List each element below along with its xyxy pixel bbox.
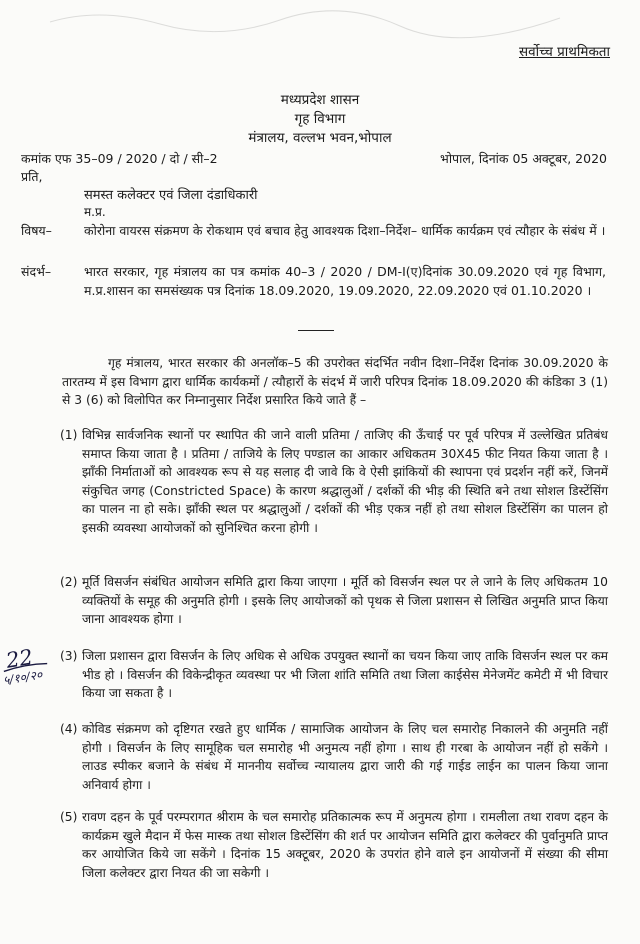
intro-paragraph: गृह मंत्रालय, भारत सरकार की अनलॉक–5 की उपरोक्त संदर्भित नवीन दिशा–निर्देश दिनांक 30.09.2020 के तारतम्य में इस विभाग द्वारा धार्मिक कार्यकमों / त्यौहारों के संदर्भ में जारी परिपत्र दिनांक 18.09.2020 की कंडिका 3 (1) से 3 (6) को विलोपित कर निम्नानुसार निर्देश प्रसारित किये जाते हैं – — [62, 356, 608, 408]
handwritten-margin-note — [0, 641, 66, 700]
divider-line — [298, 330, 334, 331]
item-number: (1) — [60, 428, 78, 442]
reference-label: संदर्भ– — [21, 264, 52, 279]
item-number: (3) — [60, 649, 78, 663]
addressee-line-2: म.प्र. — [84, 205, 106, 219]
item-text: जिला प्रशासन द्वारा विसर्जन के लिए अधिक से अधिक उपयुक्त स्थानों का चयन किया जाए ताकि विसर्जन स्थल पर कम भीड हो । विसर्जन की विकेन्द्रीकृत व्यवस्था पर भी जिला शांति समिति तथा जिला काईसेस मेनेजमेंट कमेटी में भी विचार किया जा सकता है । — [82, 649, 608, 701]
place-date: भोपाल, दिनांक 05 अक्टूबर, 2020 — [440, 151, 607, 166]
margin-note-date: ५/१०/२० — [2, 667, 44, 688]
addressee-line-1: समस्त कलेक्टर एवं जिला दंडाधिकारी — [84, 188, 258, 203]
subject-text: कोरोना वायरस संक्रमण के रोकथाम एवं बचाव हेतु आवश्यक दिशा–निर्देश– धार्मिक कार्यक्रम एवं त्यौहार के संबंध में । — [84, 223, 606, 238]
office-address: मंत्रालय, वल्लभ भवन,भोपाल — [248, 130, 392, 146]
bleed-through-marks — [40, 2, 580, 42]
margin-note-number: 22 — [4, 644, 35, 673]
government-name: मध्यप्रदेश शासन — [280, 92, 360, 108]
item-text: विभिन्न सार्वजनिक स्थानों पर स्थापित की जाने वाली प्रतिमा / ताजिए की ऊँचाई पर पूर्व परिपत्र में उल्लेखित प्रतिबंध समाप्त किया जाता है । प्रतिमा / ताजिये के लिए पण्डाल का आकार अधिकतम 30X45 फीट नियत किया जाता है । झाँकी निर्माताओं को आवश्यक रूप से यह सलाह दी जावे कि वे ऐसी झांकियों की स्थापना एवं प्रदर्शन नहीं करें, जिनमें संकुचित जगह (Constricted Space) के कारण श्रद्धालुओं / दर्शकों की भीड़ की स्थिति बने तथा सोशल डिस्टेंसिंग का पालन ना हो सके। झाँकी स्थल पर श्रद्धालुओं / दर्शकों की भीड़ एकत्र नहीं हो तथा सोशल डिस्टेंसिंग का पालन हो इसकी व्यवस्था आयोजकों को सुनिश्चित करना होगी । — [82, 428, 608, 535]
department-name: गृह विभाग — [294, 111, 346, 127]
item-text: कोविड संक्रमण को दृष्टिगत रखते हुए धार्मिक / सामाजिक आयोजन के लिए चल समारोह निकालने की अनुमति नहीं होगी । विसर्जन के लिए सामूहिक चल समारोह भी अनुमत्य नहीं होगा । साथ ही गरबा के आयोजन नहीं हो सकेंगे । लाउड स्पीकर बजाने के संबंध में माननीय सर्वोच्च न्यायालय द्वारा जारी की गई गाईड लाईन का पालन किया जाना अनिवार्य होगा । — [82, 722, 608, 792]
subject-label: विषय– — [21, 223, 52, 238]
item-number: (5) — [60, 810, 78, 824]
item-number: (2) — [60, 575, 78, 589]
item-text: मूर्ति विसर्जन संबंधित आयोजन समिति द्वारा किया जाएगा । मूर्ति को विसर्जन स्थल पर ले जाने के लिए अधिकतम 10 व्यक्तियों के समूह की अनुमति होगी । इसके लिए आयोजकों को पृथक से जिला प्रशासन से लिखित अनुमति प्राप्त किया जाना आवश्यक होगा । — [82, 575, 608, 627]
reference-text: भारत सरकार, गृह मंत्रालय का पत्र कमांक 40–3 / 2020 / DM-I(ए)दिनांक 30.09.2020 एवं गृह विभाग, म.प्र.शासन का समसंख्यक पत्र दिनांक 18.09.2020, 19.09.2020, 22.09.2020 एवं 01.10.2020 । — [84, 264, 606, 298]
item-text: रावण दहन के पूर्व परम्परागत श्रीराम के चल समारोह प्रतिकात्मक रूप में अनुमत्य होगा । रामलीला तथा रावण दहन के कार्यक्रम खुले मैदान में फेस मास्क तथा सोशल डिस्टेंसिंग की शर्त पर आयोजन समिति द्वारा कलेक्टर की पुर्वानुमति प्राप्त कर आयोजित किये जा सकेंगे । दिनांक 15 अक्टूबर, 2020 के उपरांत होने वाले इन आयोजनों में संख्या की सीमा जिला कलेक्टर द्वारा नियत की जा सकेगी । — [82, 810, 608, 880]
to-label: प्रति, — [21, 169, 43, 184]
order-number: कमांक एफ 35–09 / 2020 / दो / सी–2 — [21, 151, 218, 166]
item-number: (4) — [60, 722, 78, 736]
priority-heading: सर्वोच्च प्राथमिकता — [518, 44, 610, 60]
